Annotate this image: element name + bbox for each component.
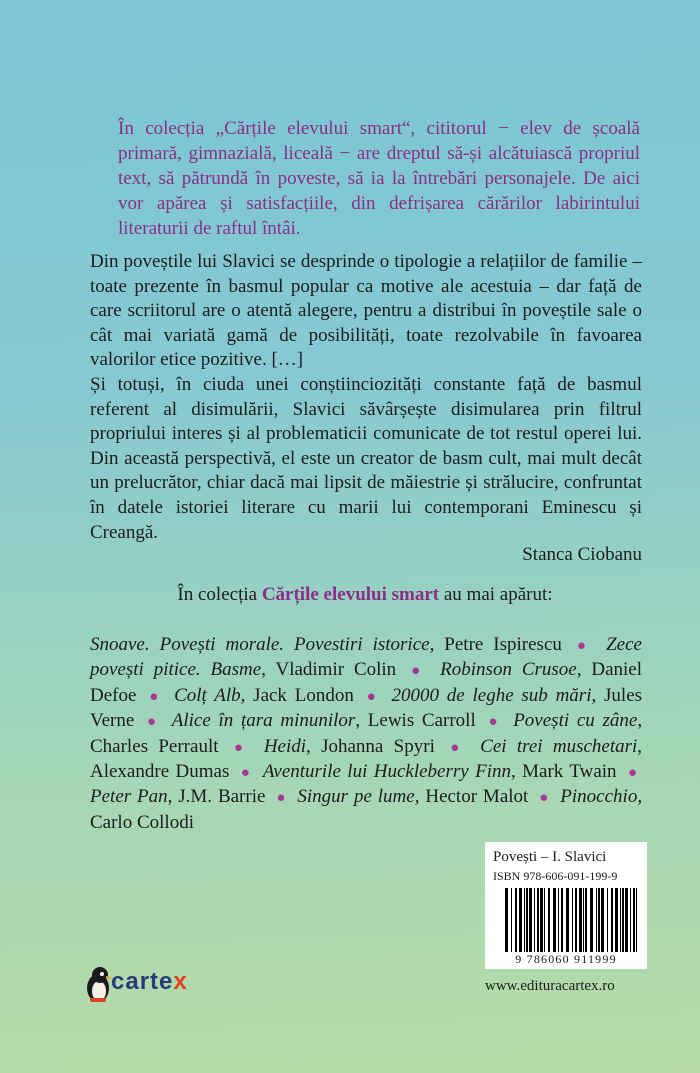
book-title: Zece povești pitice. Basme	[90, 634, 642, 681]
book-title: Povești cu zâne	[513, 710, 638, 732]
book-title: Colț Alb	[174, 684, 241, 706]
book-title: Heidi	[263, 735, 307, 757]
barcode-bar	[601, 888, 604, 952]
bullet-icon: ●	[149, 688, 162, 705]
bullet-icon: ●	[240, 765, 252, 782]
barcode-bar	[607, 888, 608, 952]
barcode-bar	[515, 888, 517, 952]
barcode-digits: 9 786060 911999	[515, 952, 617, 966]
barcode-bar	[630, 888, 631, 952]
signature: Stanca Ciobanu	[522, 544, 642, 565]
barcode-bar	[540, 888, 543, 952]
barcode-bar	[572, 888, 573, 952]
penguin-icon	[84, 964, 114, 1004]
barcode-box	[485, 842, 647, 969]
barcode-bar	[620, 888, 621, 952]
book-author: Jules Verne	[90, 684, 643, 732]
book-title: Singur pe lume,	[297, 786, 420, 808]
book-author: Hector Malot	[419, 786, 529, 808]
intro-paragraph	[118, 116, 640, 241]
book-title: Alice în țara minunilor	[171, 710, 356, 732]
website: www.edituracartex.ro	[485, 978, 615, 994]
paragraph-1: Din poveștile lui Slavici se desprinde o tipologie a relațiilor de familie – toate prezente în basmul popular ca motive ale acestuia – dar față de care scriitorul are o atentă alegere, pentru a distribui în poveștile sale o cât mai variată gamă de posibilități, toate rezolvabile în favoarea valorilor etice pozitive. […]	[90, 251, 642, 371]
barcode-bar	[636, 888, 637, 952]
barcode-bar	[633, 888, 635, 952]
barcode-bars	[505, 888, 637, 952]
barcode-bar	[524, 888, 525, 952]
barcode-bar	[558, 888, 559, 952]
book-author: , Alexandre Dumas	[90, 735, 643, 783]
book-author: , Mark Twain	[510, 761, 617, 783]
cartex-logo	[84, 964, 224, 1004]
barcode-bar	[625, 888, 628, 952]
book-title: Snoave. Povești morale. Povestiri istorice,	[90, 634, 435, 655]
isbn: ISBN 978-606-091-199-9	[493, 869, 618, 883]
book-title: Peter Pan	[90, 786, 168, 808]
barcode-bar	[615, 888, 618, 952]
book-list	[90, 633, 642, 835]
barcode-bar	[575, 888, 577, 952]
barcode-bar	[579, 888, 582, 952]
book-author: Carlo Collodi	[90, 811, 194, 833]
book-author: , Johanna Spyri	[306, 735, 435, 757]
critique-text	[90, 250, 642, 545]
collection-prefix: În colecția	[177, 584, 258, 605]
book-author: , Charles Perrault	[90, 710, 643, 757]
barcode-bar	[505, 888, 508, 952]
book-title: Cei trei muschetari	[480, 735, 638, 757]
barcode-bar	[585, 888, 587, 952]
barcode-bar	[548, 888, 550, 952]
barcode-bar	[553, 888, 556, 952]
book-author: , Jack London	[240, 684, 354, 706]
book-author: , J.M. Barrie	[167, 786, 266, 808]
book-author: , Lewis Carroll	[355, 710, 476, 732]
barcode-bar	[598, 888, 600, 952]
bullet-icon: ●	[488, 714, 501, 731]
collection-suffix: au mai apărut:	[443, 584, 553, 605]
barcode-bar	[544, 888, 545, 952]
bullet-icon: ●	[147, 714, 160, 731]
barcode-bar	[534, 888, 535, 952]
barcode-bar	[566, 888, 569, 952]
bullet-icon: ●	[576, 638, 592, 654]
barcode-bar	[590, 888, 593, 952]
barcode-bar	[537, 888, 539, 952]
book-title: Aventurile lui Huckleberry Finn	[262, 761, 511, 783]
book-title: 20000 de leghe sub mări,	[391, 684, 597, 706]
barcode-bar	[519, 888, 522, 952]
bullet-icon: ●	[627, 765, 637, 782]
barcode-bar	[611, 888, 613, 952]
book-author: Petre Ispirescu	[434, 634, 562, 655]
barcode-bar	[526, 888, 528, 952]
bullet-icon: ●	[276, 790, 287, 807]
barcode-bar	[596, 888, 597, 952]
bullet-icon: ●	[539, 790, 550, 807]
barcode-title: Povești – I. Slavici	[493, 849, 607, 865]
paragraph-2: Și totuși, în ciuda unei conștiinciozități constante față de basmul referent al disimulării, Slavici săvârșește disimularea prin filtrul propriului interes și al problematicii comunicate de tot restul operei lui. Din această perspectivă, el este un creator de basm cult, mai mult decât un prelucrător, chiar dacă mai lipsit de măiestrie și strălucire, confruntat în datele istoriei literare cu marii lui contemporani Eminescu și Creangă.	[90, 373, 642, 543]
bullet-icon: ●	[411, 663, 426, 680]
barcode-bar	[561, 888, 563, 952]
book-title: Robinson Crusoe,	[440, 659, 582, 681]
collection-heading	[0, 584, 700, 606]
barcode-bar	[511, 888, 512, 952]
barcode-bar	[529, 888, 532, 952]
barcode-bar	[622, 888, 624, 952]
book-author: , Vladimir Colin	[261, 659, 397, 681]
bullet-icon: ●	[450, 739, 465, 756]
bullet-icon: ●	[233, 739, 249, 756]
intro-text: În colecția „Cărțile elevului smart“, cititorul − elev de școală primară, gimnazială, liceală − are dreptul să-și alcătuiască propriul text, să pătrundă în poveste, să ia la întrebări personajele. De aici vor apărea și satisfacțiile, din defrișarea cărărilor labirintului literaturii de raftul întâi.	[118, 118, 640, 239]
book-title: Pinocchio,	[560, 786, 643, 808]
book-author: Daniel Defoe	[90, 659, 643, 706]
collection-name: Cărțile elevului smart	[261, 584, 440, 605]
logo-text: cartex	[111, 968, 188, 995]
barcode-bar	[583, 888, 584, 952]
bullet-icon: ●	[366, 688, 379, 705]
